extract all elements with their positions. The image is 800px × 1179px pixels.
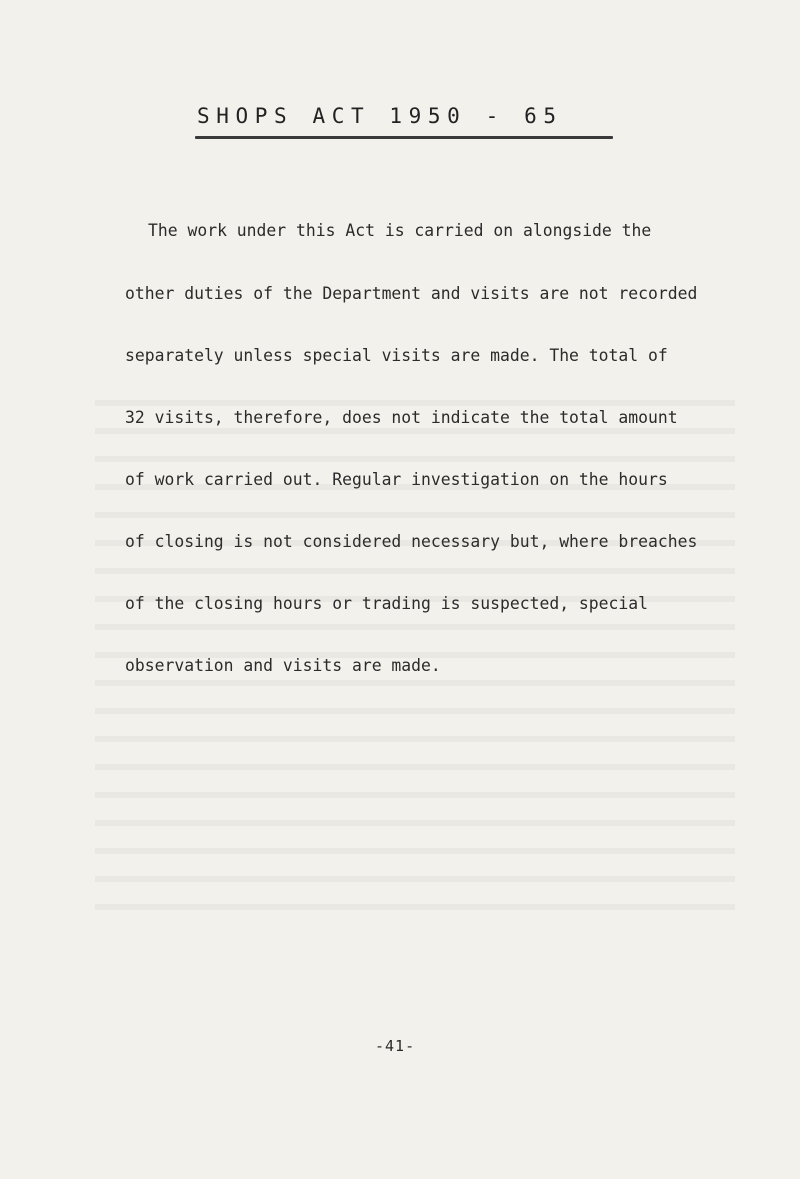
- paragraph-line: 32 visits, therefore, does not indicate the total amount: [125, 407, 678, 427]
- paragraph-line: other duties of the Department and visits are not recorded: [125, 283, 698, 303]
- paragraph-line: of the closing hours or trading is suspected, special: [125, 593, 649, 613]
- paragraph-line: of closing is not considered necessary but, where breaches: [125, 531, 698, 551]
- heading-underline: [195, 136, 613, 139]
- paragraph-line: The work under this Act is carried on alongside the: [148, 221, 652, 241]
- page-number: -41-: [375, 1037, 416, 1055]
- page-heading: SHOPS ACT 1950 - 65: [197, 104, 563, 128]
- paragraph-line: separately unless special visits are made. The total of: [125, 345, 668, 365]
- paragraph-line: observation and visits are made.: [125, 656, 441, 676]
- paragraph-line: of work carried out. Regular investigation on the hours: [125, 469, 668, 489]
- show-through-texture: [95, 390, 735, 920]
